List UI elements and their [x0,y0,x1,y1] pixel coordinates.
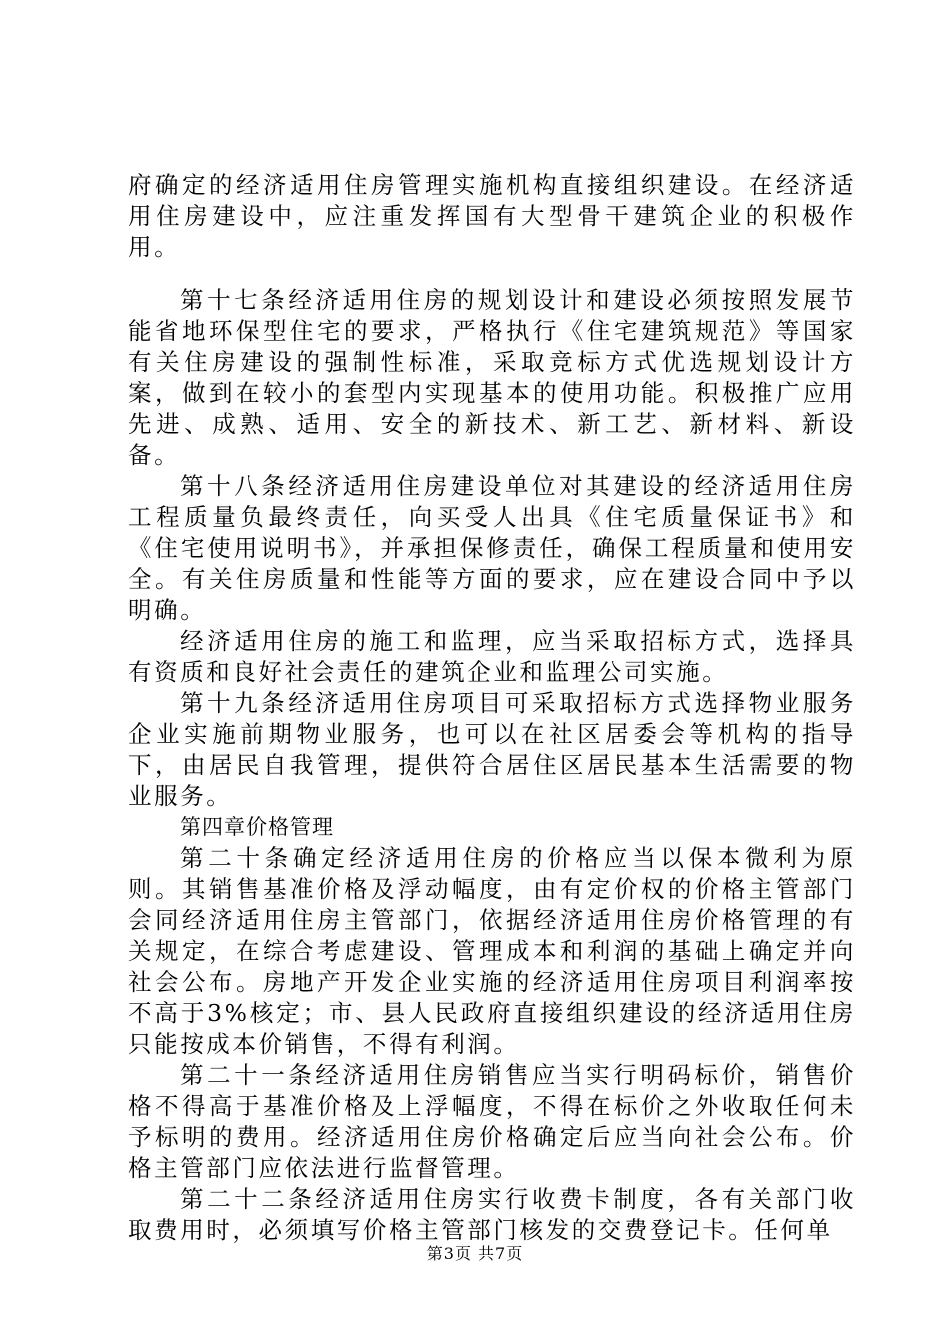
page-number-footer: 第3页 共7页 [426,1244,524,1263]
chapter-heading: 第四章价格管理 [180,815,334,839]
paragraph-article-20: 第二十条确定经济适用住房的价格应当以保本微利为原则。其销售基准价格及浮动幅度，由有定价权的价格主管部门会同经济适用住房主管部门，依据经济适用住房价格管理的有关规定，在综合考虑建设、管理成本和利润的基础上确定并向社会公布。房地产开发企业实施的经济适用住房项目利润率按不高于3%核定；市、县人民政府直接组织建设的经济适用住房只能按成本价销售，不得有利润。 [128,844,856,1058]
paragraph-continuation: 府确定的经济适用住房管理实施机构直接组织建设。在经济适用住房建设中，应注重发挥国有大型骨干建筑企业的积极作用。 [128,171,856,261]
paragraph-article-22: 第二十二条经济适用住房实行收费卡制度，各有关部门收取费用时，必须填写价格主管部门核发的交费登记卡。任何单 [128,1185,856,1244]
paragraph-construction-supervision: 经济适用住房的施工和监理，应当采取招标方式，选择具有资质和良好社会责任的建筑企业和监理公司实施。 [128,627,856,686]
paragraph-article-18: 第十八条经济适用住房建设单位对其建设的经济适用住房工程质量负最终责任，向买受人出具《住宅质量保证书》和《住宅使用说明书》，并承担保修责任，确保工程质量和使用安全。有关住房质量和性能等方面的要求，应在建设合同中予以明确。 [128,472,856,624]
paragraph-article-19: 第十九条经济适用住房项目可采取招标方式选择物业服务企业实施前期物业服务，也可以在社区居委会等机构的指导下，由居民自我管理，提供符合居住区居民基本生活需要的物业服务。 [128,689,856,810]
document-body [128,170,856,1246]
paragraph-article-21: 第二十一条经济适用住房销售应当实行明码标价，销售价格不得高于基准价格及上浮幅度，不得在标价之外收取任何未予标明的费用。经济适用住房价格确定后应当向社会公布。价格主管部门应依法进行监督管理。 [128,1061,856,1182]
paragraph-gap [128,263,856,285]
paragraph-article-17: 第十七条经济适用住房的规划设计和建设必须按照发展节能省地环保型住宅的要求，严格执行《住宅建筑规范》等国家有关住房建设的强制性标准，采取竞标方式优选规划设计方案，做到在较小的套型内实现基本的使用功能。积极推广应用先进、成熟、适用、安全的新技术、新工艺、新材料、新设备。 [128,286,856,469]
